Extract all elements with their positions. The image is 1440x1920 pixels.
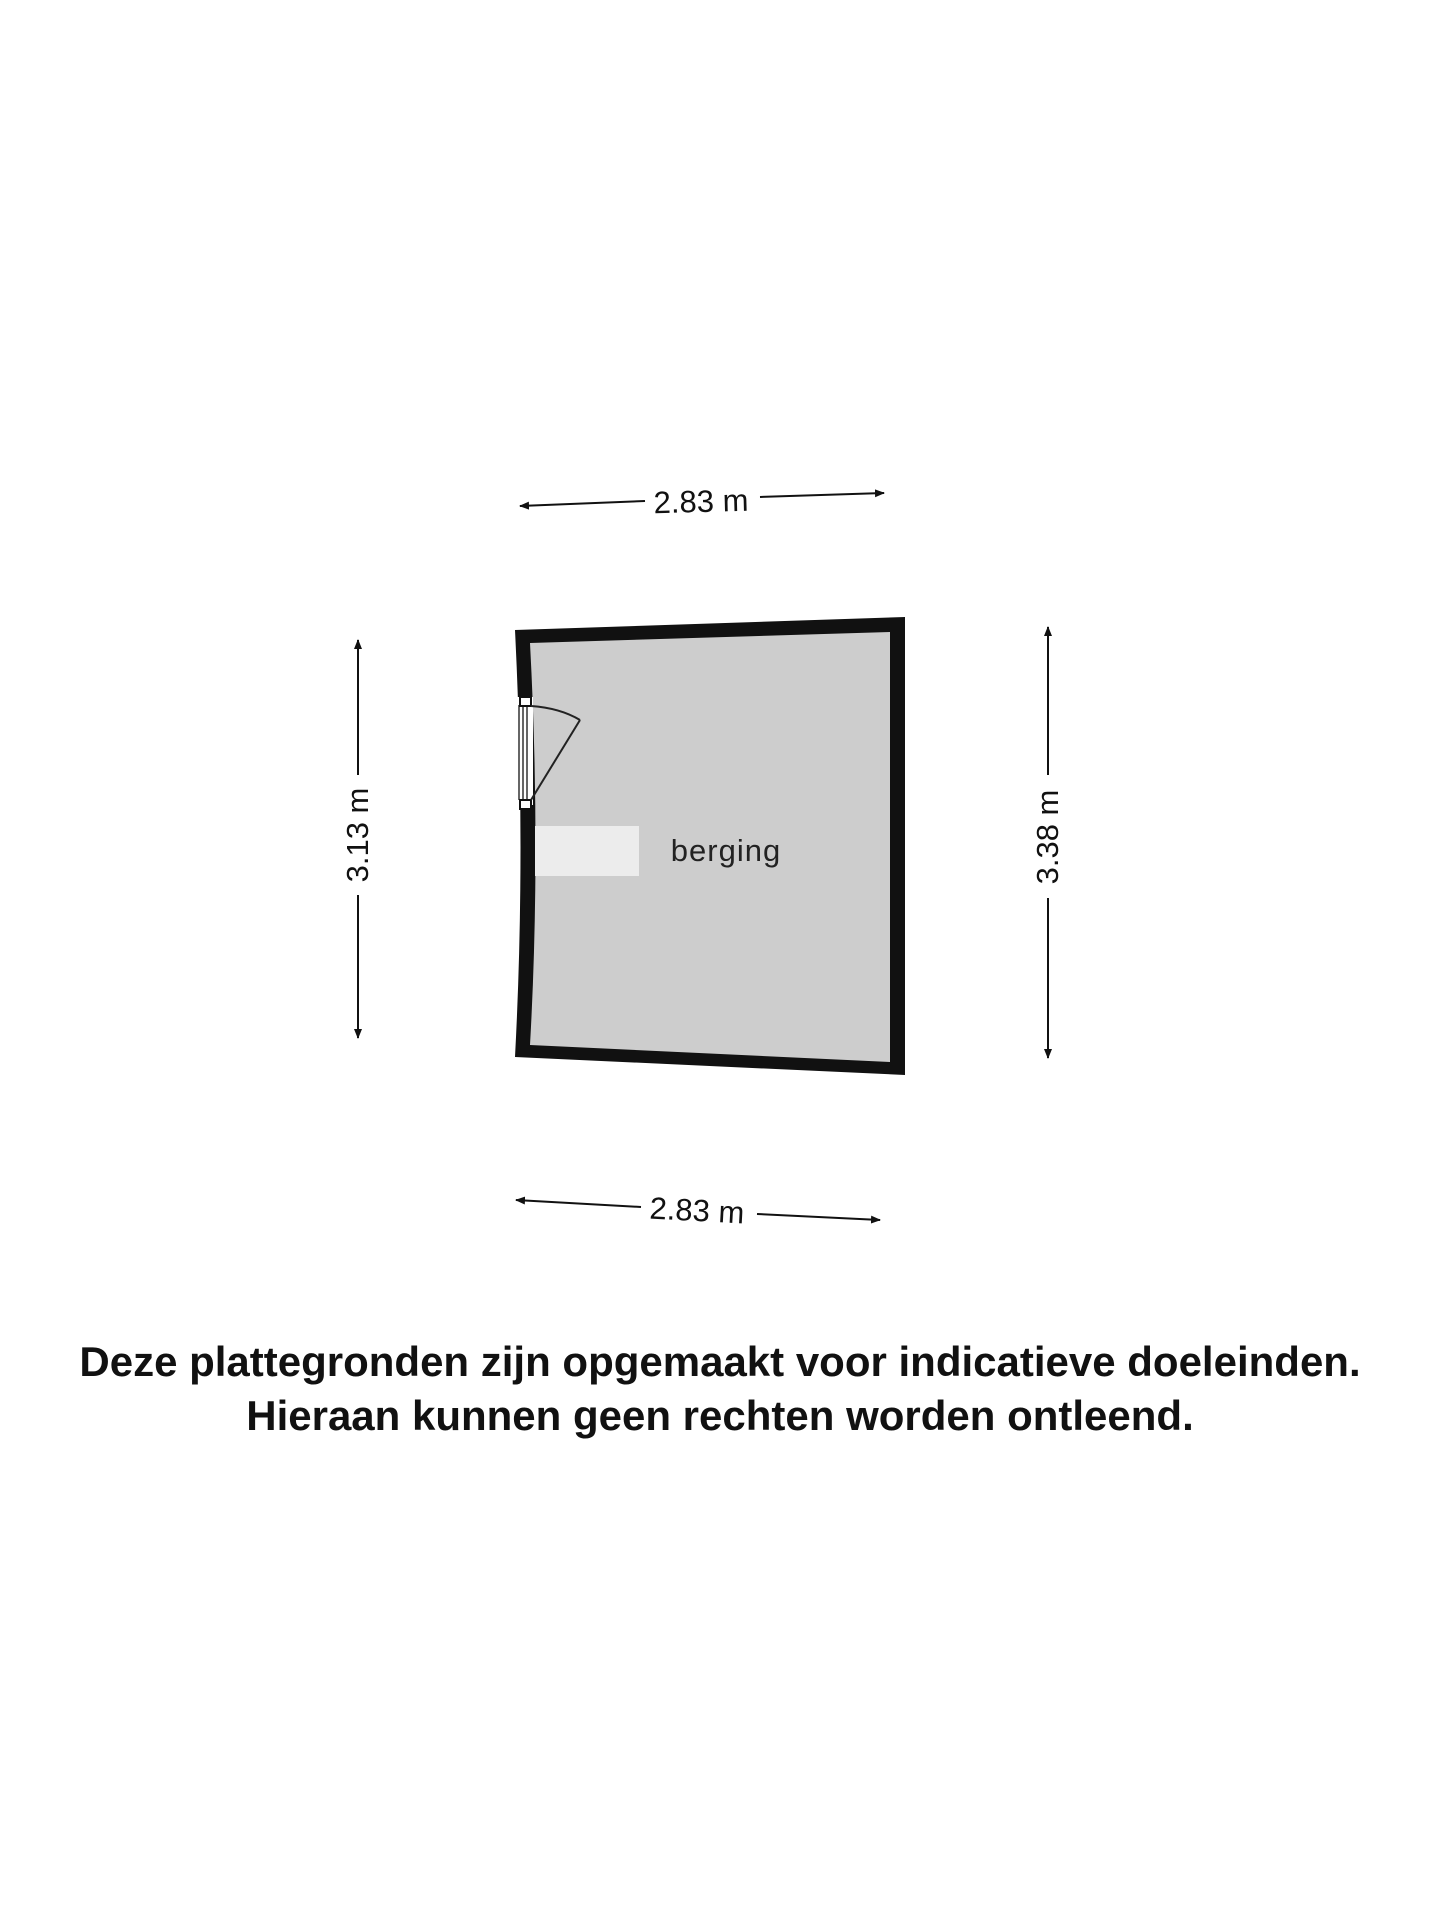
room-label-background — [535, 826, 639, 876]
dimension-right-label: 3.38 m — [1030, 789, 1065, 885]
dimension-left — [340, 640, 375, 1038]
disclaimer — [0, 1335, 1440, 1443]
disclaimer-line-2: Hieraan kunnen geen rechten worden ontleend. — [246, 1392, 1194, 1439]
disclaimer-line-1: Deze plattegronden zijn opgemaakt voor indicatieve doeleinden. — [79, 1338, 1361, 1385]
dimension-right — [1030, 627, 1065, 1058]
dimension-left-label: 3.13 m — [340, 787, 375, 883]
door-jamb — [520, 800, 531, 809]
room-label: berging — [670, 833, 782, 868]
dimension-bottom — [516, 1191, 880, 1231]
dimension-top — [520, 483, 884, 520]
door-jamb — [520, 697, 531, 706]
dimension-bottom-label: 2.83 m — [648, 1190, 746, 1231]
dimension-top-label: 2.83 m — [653, 482, 749, 521]
